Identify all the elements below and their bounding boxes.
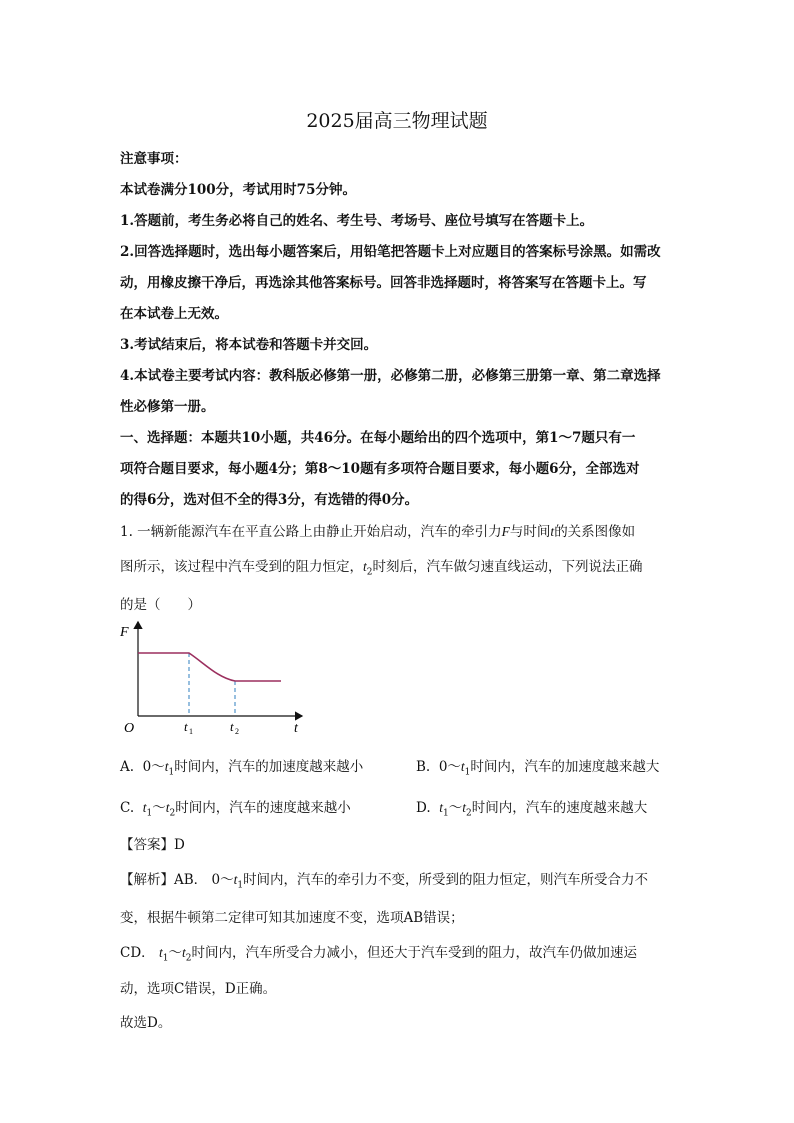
notice-line-3c: 在本试卷上无效。 [120,306,228,322]
option-D-t2: t [462,800,466,815]
option-D-label: D. [416,800,431,816]
notice-heading: 注意事项： [120,151,188,167]
question-1-stem-line-2 [120,555,643,578]
option-A-text: 时间内，汽车的加速度越来越小 [174,759,364,775]
analysis-zero: 0 [211,872,221,888]
notice-line-2: 1.答题前，考生务必将自己的姓名、考生号、考场号、座位号填写在答题卡上。 [120,213,594,229]
option-B-tilde: ～ [447,759,461,775]
analysis-text-3: 时间内，汽车所受合力减小，但还大于汽车受到的阻力，故汽车仍做加速运 [191,945,637,961]
force-time-graph [118,616,308,736]
section-instructions-c: 的得6分，选对但不全的得3分，有选错的得0分。 [120,492,419,508]
section-instructions-a: 一、选择题：本题共10小题，共46分。在每小题给出的四个选项中，第1～7题只有一 [120,430,636,446]
graph-origin-label: O [124,721,135,736]
option-C-text: 时间内，汽车的速度越来越小 [175,800,351,816]
option-C-t2: t [165,800,170,815]
option-C-t2-sub: 2 [169,808,176,819]
option-C-t1-sub: 1 [146,808,153,819]
analysis-line-5: 故选D。 [120,1015,172,1031]
question-1-stem-line-1 [120,520,635,540]
analysis-cd-t1: t [158,945,163,960]
section-instructions-b: 项符合题目要求，每小题4分；第8～10题有多项符合题目要求，每小题6分，全部选对 [120,461,640,477]
option-D-text: 时间内，汽车的速度越来越大 [471,800,648,816]
analysis-t1: t [233,872,238,887]
option-D-t1: t [439,800,443,815]
force-curve [138,653,281,681]
analysis-line-3 [120,941,637,964]
option-A-t1-sub: 1 [168,767,175,778]
option-C-tilde: ～ [152,800,166,816]
analysis-cd-t2: t [181,945,186,960]
option-A[interactable] [120,755,363,778]
option-D-tilde: ～ [448,800,463,816]
notice-line-3a: 2.回答选择题时，选出每小题答案后，用铅笔把答题卡上对应题目的答案标号涂黑。如需改 [120,244,661,260]
option-D[interactable] [416,796,647,819]
analysis-tilde-2: ～ [168,945,182,961]
notice-line-5b: 性必修第一册。 [120,399,215,415]
symbol-t2-sub: 2 [366,567,373,578]
option-B[interactable] [416,755,659,778]
notice-line-3b: 动，用橡皮擦干净后，再选涂其他答案标号。回答非选择题时，将答案写在答题卡上。写 [120,275,647,291]
option-C-label: C. [120,800,135,816]
option-C[interactable] [120,796,351,819]
analysis-cd-t2-sub: 2 [185,953,192,964]
answer-line [120,833,185,853]
analysis-cd-prefix: CD． [120,945,155,961]
question-1-stem-line-3: 的是（ ） [120,597,201,613]
analysis-cd-t1-sub: 1 [162,953,169,964]
option-B-t1: t [460,759,465,774]
graph-y-label: F [120,625,129,640]
notice-line-5a: 4.本试卷主要考试内容：教科版必修第一册，必修第二册，必修第三册第一章、第二章选择 [120,368,661,384]
option-A-t1: t [164,759,169,774]
analysis-ab-prefix: AB． [174,872,208,888]
q1-text-4: 图所示，该过程中汽车受到的阻力恒定， [120,559,363,575]
option-A-tilde: ～ [151,759,165,775]
q1-text-3: 的关系图像如 [554,524,636,540]
page-title: 2025届高三物理试题 [306,110,488,132]
graph-tick-t1-sub: 1 [189,727,193,736]
graph-tick-t2-sub: 2 [235,727,239,736]
option-A-zero: 0 [142,759,152,775]
option-C-t1: t [142,800,147,815]
option-B-text: 时间内，汽车的加速度越来越大 [470,759,660,775]
answer-value: D [174,837,185,853]
option-D-t2-sub: 2 [466,808,472,819]
answer-label: 【答案】 [120,837,174,853]
symbol-t: t [550,524,555,539]
analysis-line-2: 变，根据牛顿第二定律可知其加速度不变，选项AB错误； [120,910,464,926]
analysis-text-1: 时间内，汽车的牵引力不变，所受到的阻力恒定，则汽车所受合力不 [243,872,649,888]
option-A-label: A. [120,759,135,775]
option-B-zero: 0 [438,759,448,775]
notice-line-1: 本试卷满分100分，考试用时75分钟。 [120,182,356,198]
analysis-line-1 [120,868,648,891]
notice-line-4: 3.考试结束后，将本试卷和答题卡并交回。 [120,337,378,353]
symbol-t2: t [363,559,367,574]
graph-tick-t2: t [230,719,234,734]
q1-text-2: 与时间 [509,524,551,540]
graph-x-label: t [294,721,298,736]
symbol-F: F [501,524,510,539]
q1-text-5: 时刻后，汽车做匀速直线运动，下列说法正确 [372,559,643,575]
option-D-t1-sub: 1 [443,808,449,819]
graph-tick-t1: t [184,719,188,734]
analysis-tilde-1: ～ [220,872,234,888]
option-B-label: B. [416,759,431,775]
q1-text-1: 1. 一辆新能源汽车在平直公路上由静止开始启动，汽车的牵引力 [120,524,502,540]
analysis-label: 【解析】 [120,872,174,888]
analysis-t1-sub: 1 [237,880,244,891]
analysis-line-4: 动，选项C错误，D正确。 [120,981,277,997]
option-B-t1-sub: 1 [464,767,471,778]
